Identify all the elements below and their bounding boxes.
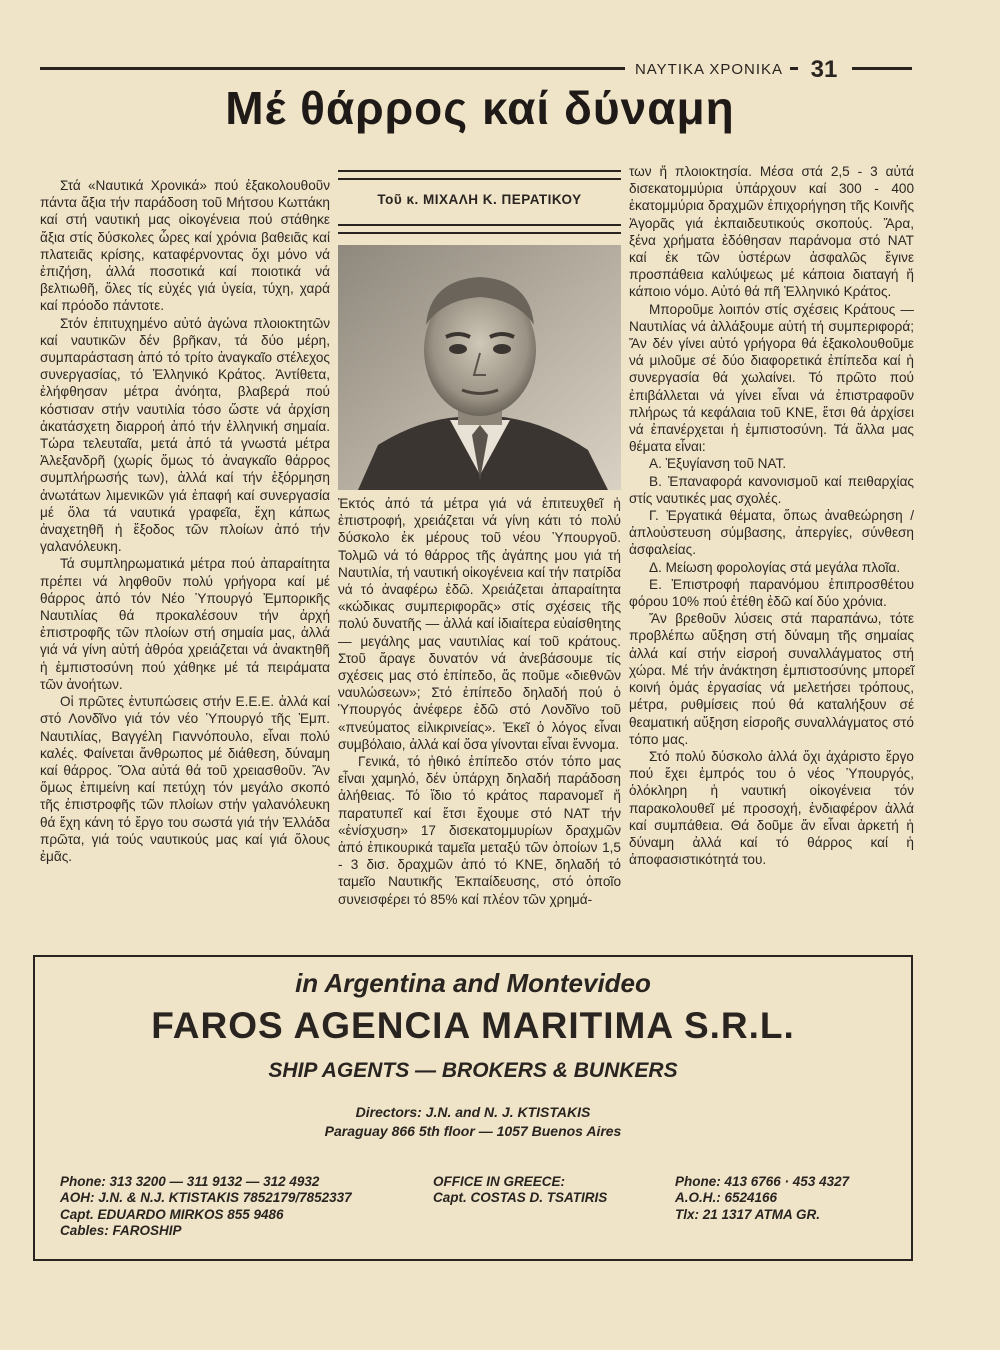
advertisement-box bbox=[33, 955, 913, 1261]
list-item: Ε. Ἐπιστροφή παρανόμου ἐπιπροσθέτου φόρου 10% πού ἐτέθη ἐδῶ καί δύο χρόνια. bbox=[629, 576, 914, 610]
ad-contact-line: OFFICE IN GREECE: bbox=[433, 1174, 566, 1189]
ad-left-contacts bbox=[60, 1174, 352, 1240]
ad-directors: Directors: J.N. and N. J. KTISTAKIS bbox=[355, 1104, 591, 1120]
article-column-1 bbox=[40, 177, 330, 865]
ad-contact-line: AOH: J.N. & N.J. KTISTAKIS 7852179/7852337 bbox=[60, 1190, 352, 1206]
byline-rule-top-2 bbox=[338, 178, 621, 180]
ad-address: Paraguay 866 5th floor — 1057 Buenos Aires bbox=[324, 1123, 622, 1139]
header-rule-left bbox=[40, 67, 625, 70]
article-column-2 bbox=[338, 495, 621, 908]
ad-location-line: in Argentina and Montevideo bbox=[295, 968, 651, 998]
ad-right-contacts bbox=[675, 1174, 849, 1223]
paragraph: Γενικά, τό ἠθικό ἐπίπεδο στόν τόπο μας εἶναι χαμηλό, δέν ὑπάρχη δηλαδή παράδοση ἀλήθειας. Τό ἴδιο τό κράτος παρανομεῖ ἤ παρατυπεῖ καί ἔτσι ἔχουμε στό ΝΑΤ τήν «ἐνίσχυση» 17 δισεκατομμυρίων δραχμῶν ἀπό ἐπικουρικά ταμεῖα μεταξύ τῶν ὁποίων 1,5 - 3 δισ. δραχμῶν ἀπό τό ΚΝΕ, δηλαδή τό ταμεῖο Ναυτικῆς Ἐκπαίδευσης, στό ὁποῖο συνεισφέρει τό 85% καί πλέον τῶν χρημά- bbox=[338, 754, 621, 907]
article-title: Μέ θάρρος καί δύναμη bbox=[225, 82, 735, 134]
page-number: 31 bbox=[810, 56, 838, 83]
ad-contact-line: Capt. COSTAS D. TSATIRIS bbox=[433, 1190, 608, 1206]
paragraph: των ἤ πλοιοκτησία. Μέσα στά 2,5 - 3 αὐτά δισεκατομμύρια ὑπάρχουν καί 300 - 400 ἑκατομμύρια δραχμῶν ἐπιχορήγηση τῆς Κοινῆς Ἀγορᾶς γιά ἐκπαιδευτικούς σκοπούς. Ἄρα, ξένα χρήματα ἐδόθησαν παράνομα στό ΝΑΤ καί ἐκ τῶν ὑστέρων ἀσφαλῶς ἔγινε προσπάθεια καλύψεως μέ κάποια διαταγή ἤ κάποιο νόμο. Αὐτό θά πῆ Ἑλληνικό Κράτος. bbox=[629, 164, 914, 300]
list-item: Γ. Ἐργατικά θέματα, ὅπως ἀναθεώρηση /ἀπλοὐστευση σύμβασης, ἀπεργίες, σύνθεση ἀσφαλείας. bbox=[629, 508, 914, 558]
byline-rule-bottom-2 bbox=[338, 232, 621, 234]
paragraph: Μποροῦμε λοιπόν στίς σχέσεις Κράτους — Ναυτιλίας νά ἀλλάξουμε αὐτή τή συμπεριφορά; Ἄν δέν γίνει αὐτό γρήγορα θά ἐξακολουθοῦμε νά μιλοῦμε σέ δύο διαφορετικά ἐπίπεδα καί ἡ συνεργασία θά χωλαίνει. Τό πρῶτο πού ἐπιβάλλεται νά γίνει εἶναι νά ἐπιστραφοῦν πλήρως τά κεφάλαια τοῦ ΚΝΕ, ἔτσι θά ἀρχίσει νά ἐπανέρχεται ἡ ἐμπιστοσύνη. Τά ἄλλα μας θέματα εἶναι: bbox=[629, 301, 914, 455]
paragraph: Ἐκτός ἀπό τά μέτρα γιά νά ἐπιτευχθεῖ ἡ ἐπιστροφή, χρειάζεται νά γίνη κάτι τό πολύ δύσκολο ἐκ μέρους τοῦ νέου Ὑπουργοῦ. Τολμῶ νά τό θάρρος τῆς ἀγάπης μου γιά τή Ναυτιλία, τή ναυτική οἰκογένεια καί τήν πατρίδα νά τό ἀναφέρω ἐδῶ. Χρειάζεται ἀπαραίτητα «κώδικας συμπεριφορᾶς» στίς σχέσεις τῆς πολύ δυνατῆς — ἀλλά καί ἰδιαίτερα εὐαίσθητης — μεγάλης μας ναυτιλίας καί τοῦ κράτους. Στοῦ ἄραγε δυνατόν νά ἀνεβάσουμε τίς σχέσεις μας στό ἐπίπεδο, ἄς ποῦμε «διεθνῶν ναυλώσεων»; Στό ἐπίπεδο δηλαδή πού ὁ Ὑπουργός ἀνέφερε ἐδῶ στό Λονδῖνο τοῦ «πνεύματος εἰλικρινείας». Ἐκεῖ ὁ λόγος εἶναι συμβόλαιο, ἀλλά καί ὅσα γίνονται εἶναι ἔννομα. bbox=[338, 496, 621, 752]
list-item: Β. Ἐπαναφορά κανονισμοῦ καί πειθαρχίας στίς ναυτικές μας σχολές. bbox=[629, 473, 914, 506]
ad-contact-line: Tlx: 21 1317 ATMA GR. bbox=[675, 1206, 821, 1222]
author-portrait-photo bbox=[338, 245, 621, 490]
paragraph: Τά συμπληρωματικά μέτρα πού ἀπαραίτητα πρέπει νά ληφθοῦν πολύ γρήγορα καί μέ θάρρος ἀπό τόν Νέο Ὑπουργό Ἐμπορικῆς Ναυτιλίας θά προκαλέσουν τήν ἀρχή ἐπιστροφῆς τῶν πλοίων στή σημαία μας, ἀλλά γιά νά γίνη αὐτή ἀθρόα χρειάζεται νά ἀνακτηθῆ ἡ ἐμπιστοσύνη πού χάθηκε μέ τά πειράματα τῶν ἀνοήτων. bbox=[40, 556, 330, 692]
paragraph: Στό πολύ δύσκολο ἀλλά ὄχι ἀχάριστο ἔργο πού ἔχει ἐμπρός του ὁ νέος Ὑπουργός, ὁλόκληρη ἡ ναυτική οἰκογένεια τόν παρακολουθεῖ μέ προσοχή, ἐνδιαφέρον ἀλλά καί συμπάθεια. Θά δοῦμε ἄν εἶναι ἀρκετή ἡ δύναμη ἀλλά καί τό θάρρος καί ἡ ἀποφασιστικότητά του. bbox=[629, 748, 914, 868]
ad-contact-line: Phone: 413 6766 · 453 4327 bbox=[675, 1174, 850, 1189]
paragraph: Στόν ἐπιτυχημένο αὐτό ἀγώνα πλοιοκτητῶν καί ναυτικῶν δέν βρῆκαν, τά δύο μέρη, συμπαράσταση ἀπό τό τρίτο ἀναγκαῖο στέλεχος συνεργασίας, τό Ἑλληνικό Κράτος. Ἀντίθετα, ἐλήφθησαν μέτρα ἀνόητα, βλαβερά πού κόστισαν στήν ναυτιλία τόσο ὥστε νά ἀρχίση ἀκατάσχετη διαρροή ἀπό τήν ἑλληνική σημαία. Τώρα τελευταῖα, μετά ἀπό τά γνωστά μέτρα Ἀλεξανδρῆ (χωρίς ὅμως τό ἀναγκαῖο θάρρος συμπλήρωσής των), ἀλλά καί τήν ἐξόρμηση ἀνωτάτων λιμενικῶν γιά ἐπαφή καί συνεργασία μέ ὅλα τά ναυτικά γραφεῖα, ἔχη κάπως ἀναχετηθῆ ἡ ἔξοδος τῶν πλοίων ἀπό τήν γαλανόλευκη. bbox=[40, 315, 330, 555]
list-item: Δ. Μείωση φορολογίας στά μεγάλα πλοῖα. bbox=[649, 559, 901, 575]
ad-company-name: FAROS AGENCIA MARITIMA S.R.L. bbox=[151, 1005, 795, 1046]
byline-rule-top-1 bbox=[338, 170, 621, 172]
ad-contact-line: Cables: FAROSHIP bbox=[60, 1223, 182, 1239]
header-rule-right bbox=[852, 67, 912, 70]
article-byline: Τοῦ κ. ΜΙΧΑΛΗ Κ. ΠΕΡΑΤΙΚΟΥ bbox=[377, 192, 582, 207]
ad-contact-line: A.O.H.: 6524166 bbox=[675, 1190, 778, 1206]
paragraph: Οἱ πρῶτες ἐντυπώσεις στήν Ε.Ε.Ε. ἀλλά καί στό Λονδῖνο γιά τόν νέο Ὑπουργό τῆς Ἐμπ. Ναυτιλίας, Βαγγέλη Γιαννόπουλο, εἶναι πολύ καλές. Φαίνεται ἄνθρωπος μέ διάθεση, δύναμη καί θάρρος. Ὅλα αὐτά θά τοῦ χρειασθοῦν. Ἄν ὅμως ἐπιμείνη καί πετύχη τόν μεγάλο σκοπό τῆς ἐπιστροφῆς τῶν πλοίων στήν γαλανόλευκη θά ἔχη κάνη τό ἔργο του σωστά γιά τήν Ἑλλάδα πρῶτα, γιά τούς ναυτικούς μας καί γιά ὅλους ἐμᾶς. bbox=[40, 694, 330, 864]
article-column-3 bbox=[629, 163, 914, 868]
header-rule-mid bbox=[790, 67, 798, 70]
byline-rule-bottom-1 bbox=[338, 224, 621, 226]
ad-greece-office bbox=[433, 1174, 607, 1207]
publication-name: ΝΑΥΤΙΚΑ ΧΡΟΝΙΚΑ bbox=[634, 61, 784, 78]
ad-contact-line: Phone: 313 3200 — 311 9132 — 312 4932 bbox=[60, 1174, 320, 1189]
ad-services: SHIP AGENTS — BROKERS & BUNKERS bbox=[268, 1059, 678, 1082]
paragraph: Στά «Ναυτικά Χρονικά» πού ἐξακολουθοῦν πάντα ἄξια τήν παράδοση τοῦ Μήτσου Κωττάκη καί στή ναυτική μας οἰκογένεια πού στάθηκε ἄξια στίς δύσκολες ὧρες καί χρόνια βαθειᾶς καί πλατειᾶς κρίσης, καταφέρνοντας ὄχι μόνο νά ἐπιζήση, ἀλλά ποσοτικά καί ποιοτικά νά βελτιωθῆ, ὅλες τίς εὐχές γιά ὑγεία, τύχη, χαρά καί πρόοδο πάντοτε. bbox=[40, 178, 330, 314]
portrait-photo-icon bbox=[338, 245, 621, 490]
list-item: Α. Ἐξυγίανση τοῦ ΝΑΤ. bbox=[649, 456, 787, 472]
paragraph: Ἄν βρεθοῦν λύσεις στά παραπάνω, τότε προβλέπω αὔξηση στή δύναμη τῆς σημαίας ἀλλά καί στήν εἰσροή συναλλάγματος στή χώρα. Μέ τήν ἀνάκτηση ἐμπιστοσύνης μπορεῖ κοινή ὁμάς ἐργασίας νά μελετήσει τρόπους, μέτρα, ρυθμίσεις πού θά καταλήξουν σέ θεαματική αὔξηση εἰσροῆς συναλλάγματος στό τόπο μας. bbox=[629, 611, 914, 747]
ad-contact-line: Capt. EDUARDO MIRKOS 855 9486 bbox=[60, 1206, 284, 1222]
